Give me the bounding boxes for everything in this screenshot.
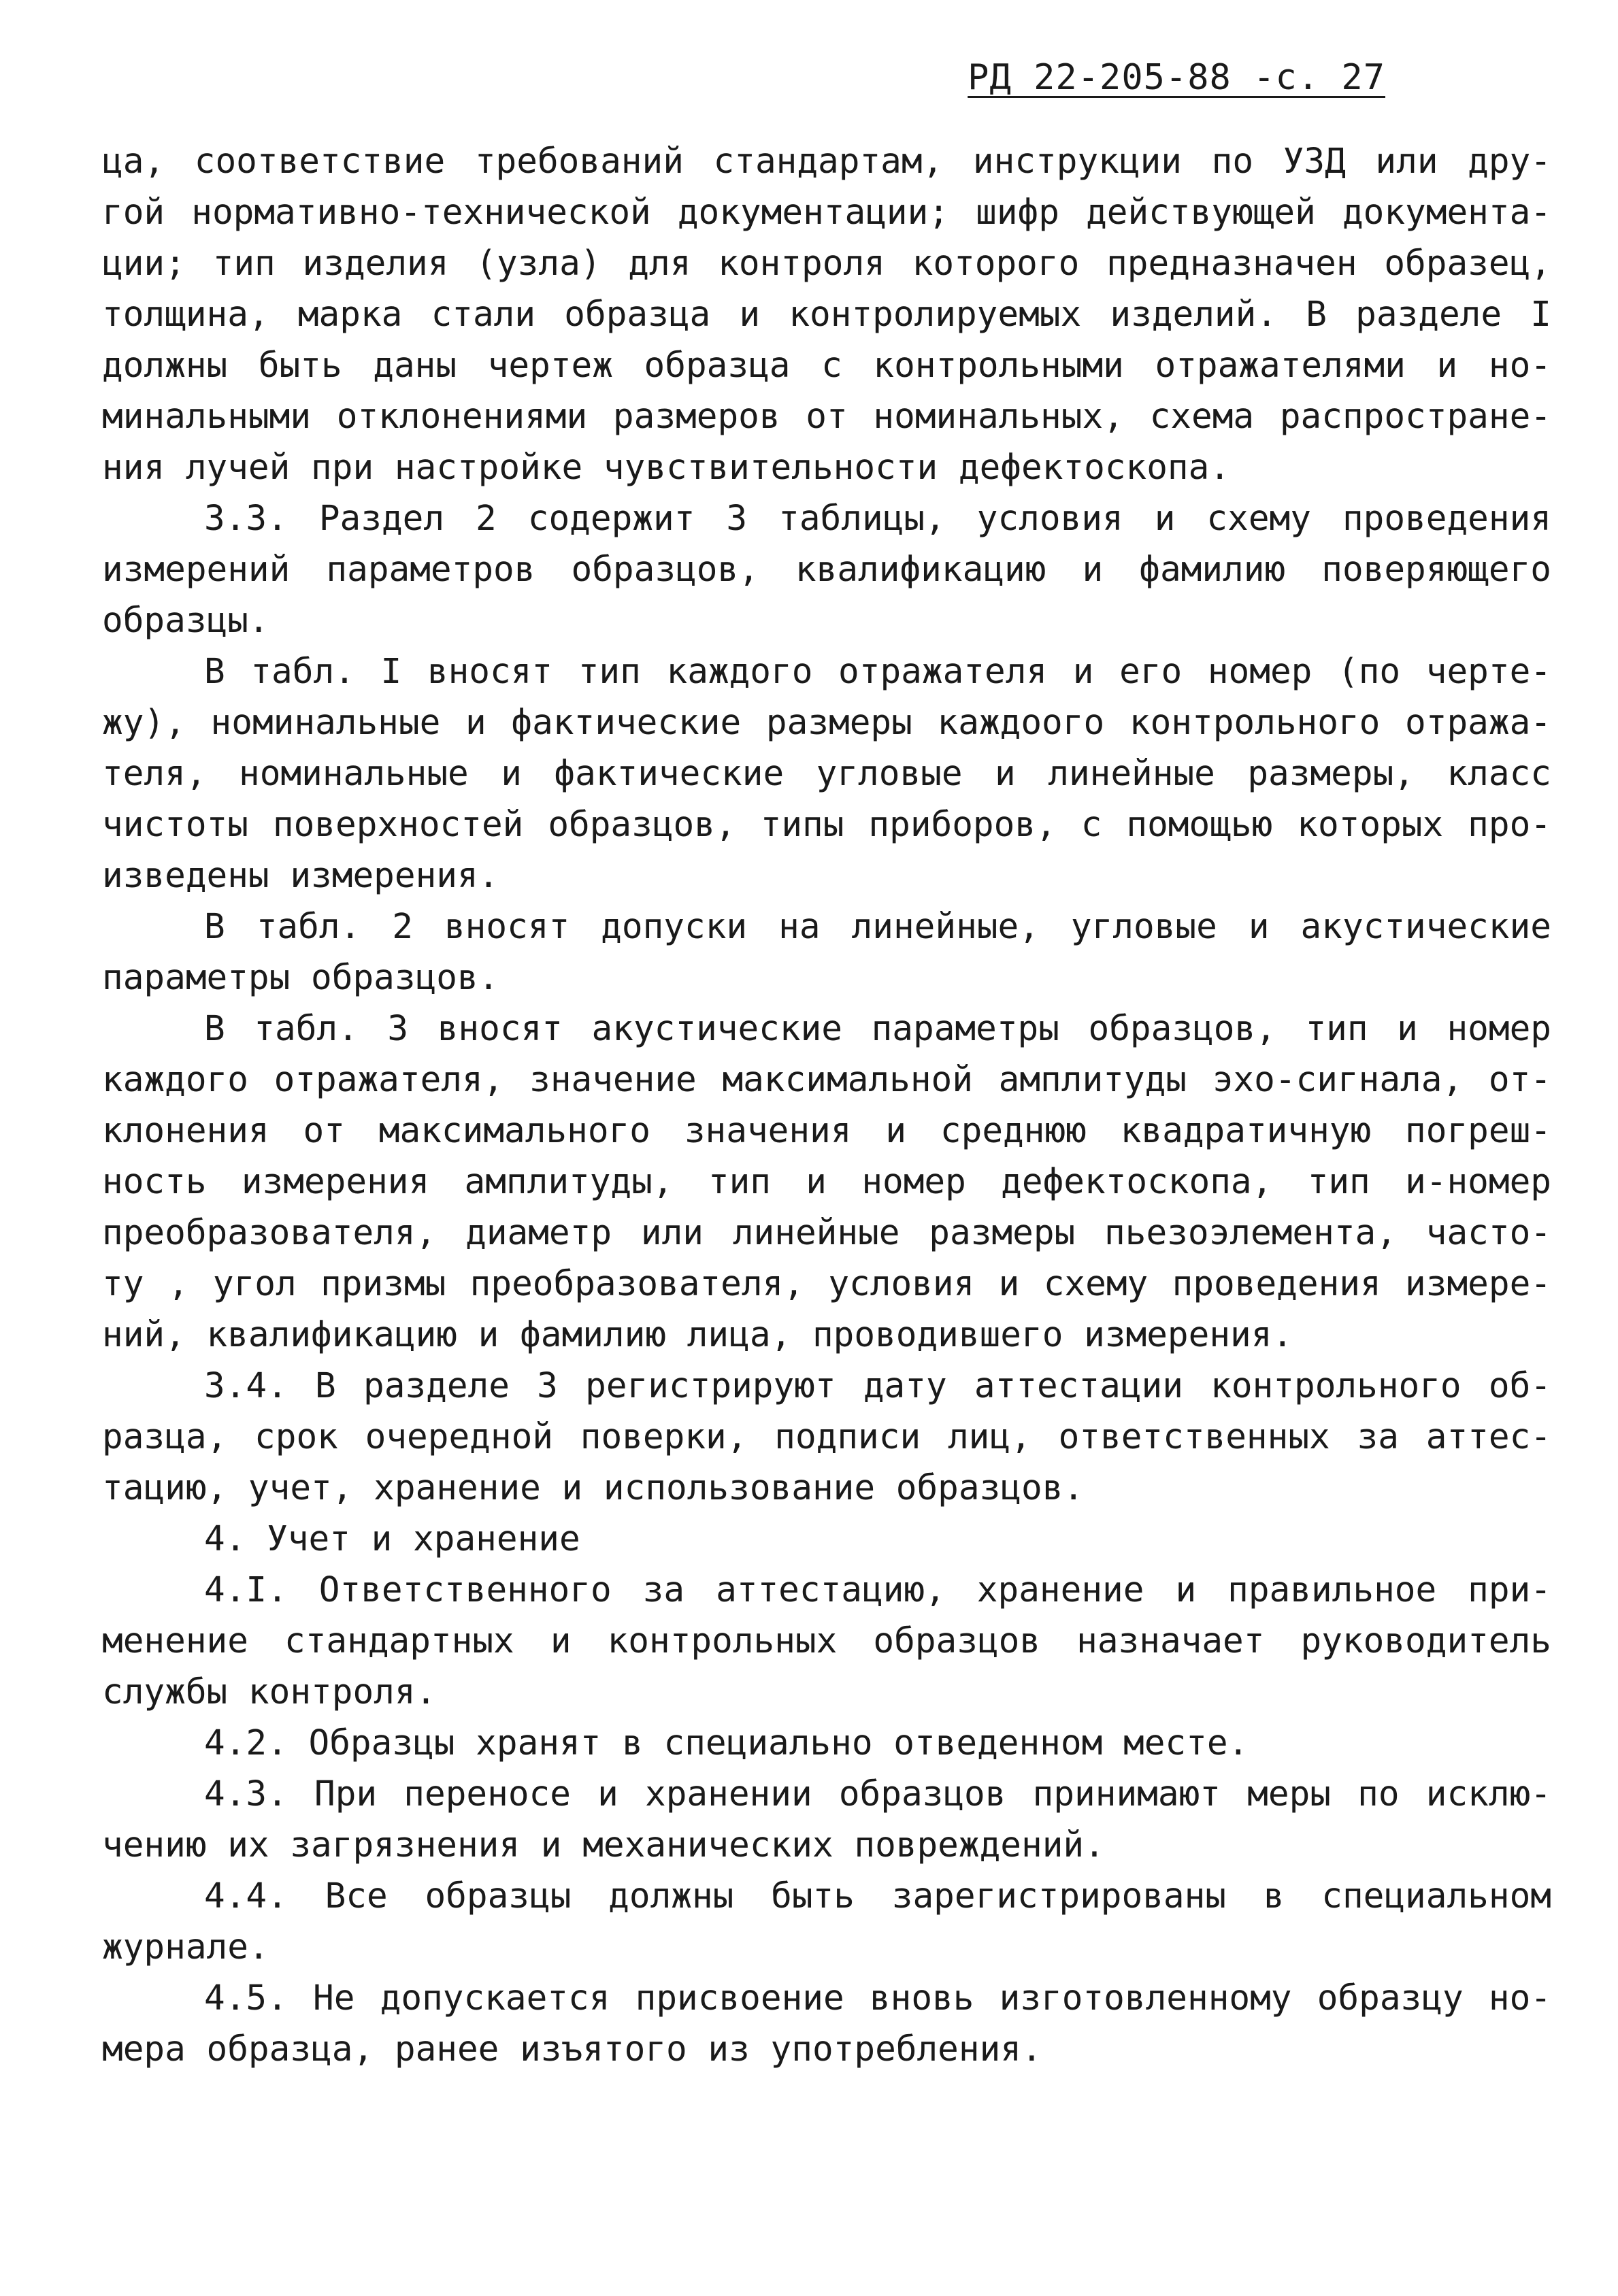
text-line: тацию, учет, хранение и использование образцов.: [102, 1468, 1085, 1508]
text-line: изведены измерения.: [102, 856, 499, 896]
text-line: ции; тип изделия (узла) для контроля которого предназначен образец,: [102, 244, 1551, 284]
text-line: теля, номинальные и фактические угловые и линейные размеры, класс: [102, 754, 1551, 794]
text-line: 4.5. Не допускается присвоение вновь изготовленному образцу но-: [204, 1978, 1551, 2018]
text-line: 4.I. Ответственного за аттестацию, хранение и правильное при-: [204, 1570, 1551, 1610]
text-line: В табл. 3 вносят акустические параметры образцов, тип и номер: [204, 1009, 1551, 1049]
text-line: В табл. 2 вносят допуски на линейные, угловые и акустические: [204, 907, 1551, 947]
text-line: 4. Учет и хранение: [204, 1519, 580, 1559]
text-line: мера образца, ранее изъятого из употребления.: [102, 2029, 1042, 2069]
text-line: измерений параметров образцов, квалификацию и фамилию поверяющего: [102, 550, 1551, 590]
text-line: должны быть даны чертеж образца с контрольными отражателями и но-: [102, 346, 1551, 386]
text-line: журнале.: [102, 1927, 269, 1967]
text-line: параметры образцов.: [102, 958, 499, 998]
text-line: преобразователя, диаметр или линейные размеры пьезоэлемента, часто-: [102, 1213, 1551, 1253]
text-line: толщина, марка стали образца и контролируемых изделий. В разделе I: [102, 295, 1551, 335]
text-line: службы контроля.: [102, 1672, 437, 1712]
text-line: ния лучей при настройке чувствительности дефектоскопа.: [102, 448, 1231, 488]
text-line: ний, квалификацию и фамилию лица, проводившего измерения.: [102, 1315, 1293, 1355]
text-line: 3.3. Раздел 2 содержит 3 таблицы, условия и схему проведения: [204, 499, 1551, 539]
text-line: 4.3. При переносе и хранении образцов принимают меры по исклю-: [204, 1774, 1551, 1814]
text-line: чению их загрязнения и механических повреждений.: [102, 1825, 1105, 1865]
text-line: минальными отклонениями размеров от номинальных, схема распростране-: [102, 397, 1551, 437]
text-line: клонения от максимального значения и среднюю квадратичную погреш-: [102, 1111, 1551, 1151]
text-line: 3.4. В разделе 3 регистрируют дату аттестации контрольного об-: [204, 1366, 1551, 1406]
text-line: менение стандартных и контрольных образцов назначает руководитель: [102, 1621, 1551, 1661]
page-header-doc-ref: РД 22-205-88 -с. 27: [968, 57, 1385, 98]
text-line: жу), номинальные и фактические размеры каждоого контрольного отража-: [102, 703, 1551, 743]
text-line: В табл. I вносят тип каждого отражателя и его номер (по черте-: [204, 652, 1551, 692]
text-line: разца, срок очередной поверки, подписи лиц, ответственных за аттес-: [102, 1417, 1551, 1457]
text-line: 4.4. Все образцы должны быть зарегистрированы в специальном: [204, 1876, 1551, 1916]
text-line: ту , угол призмы преобразователя, условия и схему проведения измере-: [102, 1264, 1551, 1304]
text-line: ца, соответствие требований стандартам, инструкции по УЗД или дру-: [102, 142, 1551, 182]
text-line: ность измерения амплитуды, тип и номер дефектоскопа, тип и-номер: [102, 1162, 1551, 1202]
document-body: [102, 136, 1551, 2075]
text-line: образцы.: [102, 601, 269, 641]
text-line: гой нормативно-технической документации; шифр действующей документа-: [102, 193, 1551, 233]
text-line: чистоты поверхностей образцов, типы приборов, с помощью которых про-: [102, 805, 1551, 845]
text-line: каждого отражателя, значение максимальной амплитуды эхо-сигнала, от-: [102, 1060, 1551, 1100]
text-line: 4.2. Образцы хранят в специально отведенном месте.: [204, 1723, 1249, 1763]
